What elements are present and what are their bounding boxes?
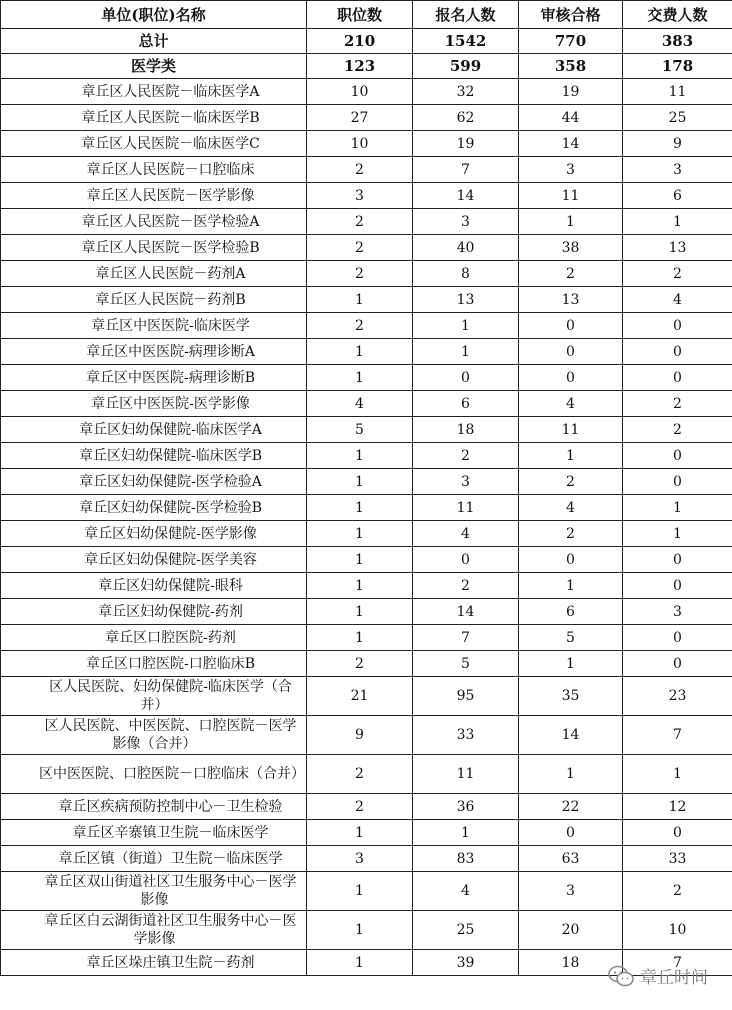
cell-approved: 4: [519, 391, 623, 417]
cell-applicants: 14: [413, 599, 519, 625]
cell-paid: 6: [623, 183, 732, 209]
cell-applicants: 32: [413, 79, 519, 105]
cell-applicants: 6: [413, 391, 519, 417]
cell-paid: 2: [623, 261, 732, 287]
cell-approved: 0: [519, 313, 623, 339]
cell-paid: 0: [623, 365, 732, 391]
cell-name: 章丘区人民医院－医学检验A: [1, 209, 307, 235]
cell-paid: 1: [623, 495, 732, 521]
cell-applicants: 2: [413, 443, 519, 469]
table-row: [1, 573, 732, 599]
cell-name: 章丘区辛寨镇卫生院－临床医学: [1, 820, 307, 846]
cell-name: 章丘区人民医院－临床医学B: [1, 105, 307, 131]
cell-applicants: 39: [413, 950, 519, 976]
cell-approved: 2: [519, 469, 623, 495]
cell-approved: 2: [519, 521, 623, 547]
cell-paid: 3: [623, 599, 732, 625]
medical-category-row: [1, 54, 732, 79]
cell-approved: 4: [519, 495, 623, 521]
cell-applicants: 1: [413, 339, 519, 365]
table-row: [1, 131, 732, 157]
cell-name: 区中医医院、口腔医院－口腔临床（合并）: [1, 755, 307, 794]
cell-applicants: 95: [413, 677, 519, 716]
header-row: [1, 1, 732, 29]
cell-applicants: 19: [413, 131, 519, 157]
summary-positions: 123: [307, 54, 413, 79]
cell-positions: 3: [307, 183, 413, 209]
cell-positions: 2: [307, 157, 413, 183]
cell-paid: 33: [623, 846, 732, 872]
cell-name: 章丘区镇（街道）卫生院－临床医学: [1, 846, 307, 872]
cell-paid: 1: [623, 209, 732, 235]
cell-approved: 0: [519, 547, 623, 573]
cell-positions: 21: [307, 677, 413, 716]
cell-applicants: 25: [413, 911, 519, 950]
cell-paid: 23: [623, 677, 732, 716]
cell-name: 区人民医院、中医医院、口腔医院－医学影像（合并）: [1, 716, 307, 755]
summary-name: 医学类: [1, 54, 307, 79]
watermark: [608, 963, 708, 988]
cell-positions: 1: [307, 495, 413, 521]
cell-positions: 2: [307, 794, 413, 820]
cell-positions: 1: [307, 872, 413, 911]
cell-positions: 2: [307, 235, 413, 261]
cell-applicants: 62: [413, 105, 519, 131]
cell-approved: 44: [519, 105, 623, 131]
cell-positions: 1: [307, 443, 413, 469]
cell-paid: 4: [623, 287, 732, 313]
cell-approved: 1: [519, 755, 623, 794]
cell-positions: 1: [307, 287, 413, 313]
cell-name: 章丘区中医医院-临床医学: [1, 313, 307, 339]
cell-approved: 14: [519, 716, 623, 755]
cell-positions: 10: [307, 131, 413, 157]
cell-name: 章丘区妇幼保健院-医学检验A: [1, 469, 307, 495]
cell-paid: 2: [623, 417, 732, 443]
cell-applicants: 13: [413, 287, 519, 313]
cell-name: 章丘区中医医院-病理诊断B: [1, 365, 307, 391]
cell-paid: 25: [623, 105, 732, 131]
cell-applicants: 3: [413, 209, 519, 235]
cell-paid: 11: [623, 79, 732, 105]
cell-approved: 11: [519, 183, 623, 209]
cell-name: 章丘区疾病预防控制中心－卫生检验: [1, 794, 307, 820]
cell-approved: 1: [519, 443, 623, 469]
cell-approved: 14: [519, 131, 623, 157]
cell-applicants: 1: [413, 820, 519, 846]
cell-positions: 1: [307, 625, 413, 651]
cell-applicants: 7: [413, 625, 519, 651]
cell-paid: 0: [623, 313, 732, 339]
cell-applicants: 40: [413, 235, 519, 261]
table-row: [1, 261, 732, 287]
table-row: [1, 547, 732, 573]
table-row: [1, 495, 732, 521]
cell-paid: 0: [623, 820, 732, 846]
table-row: [1, 209, 732, 235]
cell-paid: 0: [623, 339, 732, 365]
cell-name: 章丘区人民医院－医学检验B: [1, 235, 307, 261]
table-row: [1, 820, 732, 846]
summary-approved: 770: [519, 29, 623, 54]
cell-approved: 20: [519, 911, 623, 950]
cell-approved: 35: [519, 677, 623, 716]
cell-applicants: 4: [413, 872, 519, 911]
table-row: [1, 755, 732, 794]
summary-approved: 358: [519, 54, 623, 79]
table-row: [1, 716, 732, 755]
cell-applicants: 2: [413, 573, 519, 599]
cell-paid: 0: [623, 573, 732, 599]
cell-applicants: 0: [413, 365, 519, 391]
cell-applicants: 14: [413, 183, 519, 209]
cell-applicants: 3: [413, 469, 519, 495]
cell-applicants: 36: [413, 794, 519, 820]
cell-name: 章丘区双山街道社区卫生服务中心－医学影像: [1, 872, 307, 911]
cell-positions: 3: [307, 846, 413, 872]
cell-paid: 10: [623, 911, 732, 950]
table-row: [1, 235, 732, 261]
summary-positions: 210: [307, 29, 413, 54]
cell-approved: 1: [519, 209, 623, 235]
cell-applicants: 1: [413, 313, 519, 339]
cell-applicants: 8: [413, 261, 519, 287]
summary-applicants: 1542: [413, 29, 519, 54]
cell-name: 章丘区妇幼保健院-眼科: [1, 573, 307, 599]
table-row: [1, 183, 732, 209]
table-row: [1, 599, 732, 625]
cell-name: 章丘区中医医院-病理诊断A: [1, 339, 307, 365]
cell-name: 章丘区口腔医院-药剂: [1, 625, 307, 651]
cell-name: 章丘区人民医院－临床医学A: [1, 79, 307, 105]
cell-paid: 2: [623, 391, 732, 417]
cell-paid: 1: [623, 521, 732, 547]
summary-applicants: 599: [413, 54, 519, 79]
cell-name: 章丘区妇幼保健院-医学检验B: [1, 495, 307, 521]
cell-applicants: 11: [413, 755, 519, 794]
header-approved: 审核合格: [519, 1, 623, 29]
cell-approved: 0: [519, 820, 623, 846]
cell-paid: 2: [623, 872, 732, 911]
cell-paid: 13: [623, 235, 732, 261]
header-paid: 交费人数: [623, 1, 732, 29]
cell-paid: 9: [623, 131, 732, 157]
cell-positions: 1: [307, 573, 413, 599]
cell-paid: 0: [623, 625, 732, 651]
cell-approved: 19: [519, 79, 623, 105]
cell-positions: 2: [307, 313, 413, 339]
cell-positions: 5: [307, 417, 413, 443]
cell-name: 章丘区人民医院－医学影像: [1, 183, 307, 209]
cell-approved: 38: [519, 235, 623, 261]
cell-positions: 2: [307, 209, 413, 235]
table-row: [1, 157, 732, 183]
cell-approved: 1: [519, 573, 623, 599]
cell-positions: 10: [307, 79, 413, 105]
cell-name: 章丘区妇幼保健院-药剂: [1, 599, 307, 625]
cell-name: 章丘区中医医院-医学影像: [1, 391, 307, 417]
cell-applicants: 5: [413, 651, 519, 677]
cell-positions: 1: [307, 599, 413, 625]
cell-positions: 1: [307, 820, 413, 846]
cell-applicants: 18: [413, 417, 519, 443]
table-row: [1, 872, 732, 911]
table-row: [1, 846, 732, 872]
table-row: [1, 417, 732, 443]
cell-name: 章丘区人民医院－临床医学C: [1, 131, 307, 157]
cell-approved: 22: [519, 794, 623, 820]
cell-approved: 0: [519, 339, 623, 365]
cell-paid: 12: [623, 794, 732, 820]
table-row: [1, 105, 732, 131]
table-row: [1, 521, 732, 547]
cell-positions: 4: [307, 391, 413, 417]
table-row: [1, 79, 732, 105]
cell-paid: 0: [623, 443, 732, 469]
cell-positions: 27: [307, 105, 413, 131]
cell-name: 章丘区人民医院－口腔临床: [1, 157, 307, 183]
cell-approved: 13: [519, 287, 623, 313]
header-positions: 职位数: [307, 1, 413, 29]
cell-name: 章丘区妇幼保健院-临床医学B: [1, 443, 307, 469]
table-row: [1, 469, 732, 495]
cell-approved: 63: [519, 846, 623, 872]
table-row: [1, 287, 732, 313]
total-row: [1, 29, 732, 54]
table-row: [1, 339, 732, 365]
cell-approved: 0: [519, 365, 623, 391]
cell-positions: 1: [307, 521, 413, 547]
cell-name: 章丘区口腔医院-口腔临床B: [1, 651, 307, 677]
cell-applicants: 83: [413, 846, 519, 872]
cell-approved: 3: [519, 872, 623, 911]
cell-paid: 7: [623, 950, 732, 976]
cell-applicants: 11: [413, 495, 519, 521]
cell-paid: 0: [623, 547, 732, 573]
cell-applicants: 7: [413, 157, 519, 183]
cell-name: 章丘区妇幼保健院-医学美容: [1, 547, 307, 573]
cell-approved: 3: [519, 157, 623, 183]
header-applicants: 报名人数: [413, 1, 519, 29]
cell-name: 章丘区妇幼保健院-临床医学A: [1, 417, 307, 443]
cell-name: 区人民医院、妇幼保健院-临床医学（合并）: [1, 677, 307, 716]
cell-paid: 0: [623, 651, 732, 677]
wechat-icon: [608, 965, 634, 987]
summary-paid: 178: [623, 54, 732, 79]
cell-paid: 3: [623, 157, 732, 183]
cell-name: 章丘区人民医院－药剂A: [1, 261, 307, 287]
cell-applicants: 33: [413, 716, 519, 755]
cell-positions: 9: [307, 716, 413, 755]
cell-positions: 1: [307, 547, 413, 573]
cell-paid: 0: [623, 469, 732, 495]
table-row: [1, 651, 732, 677]
summary-paid: 383: [623, 29, 732, 54]
table-row: [1, 911, 732, 950]
cell-name: 章丘区白云湖街道社区卫生服务中心－医学影像: [1, 911, 307, 950]
cell-applicants: 4: [413, 521, 519, 547]
cell-positions: 2: [307, 651, 413, 677]
table-row: [1, 625, 732, 651]
table-row: [1, 794, 732, 820]
cell-approved: 18: [519, 950, 623, 976]
watermark-text: 章丘时间: [640, 968, 708, 988]
cell-approved: 11: [519, 417, 623, 443]
cell-name: 章丘区垛庄镇卫生院－药剂: [1, 950, 307, 976]
cell-positions: 1: [307, 950, 413, 976]
table-row: [1, 443, 732, 469]
cell-approved: 5: [519, 625, 623, 651]
cell-paid: 7: [623, 716, 732, 755]
cell-positions: 1: [307, 365, 413, 391]
summary-name: 总计: [1, 29, 307, 54]
cell-name: 章丘区妇幼保健院-医学影像: [1, 521, 307, 547]
table-row: [1, 677, 732, 716]
cell-name: 章丘区人民医院－药剂B: [1, 287, 307, 313]
cell-positions: 1: [307, 339, 413, 365]
cell-positions: 2: [307, 755, 413, 794]
table-row: [1, 365, 732, 391]
cell-approved: 1: [519, 651, 623, 677]
table-row: [1, 391, 732, 417]
cell-positions: 1: [307, 469, 413, 495]
cell-approved: 6: [519, 599, 623, 625]
cell-paid: 1: [623, 755, 732, 794]
header-name: 单位(职位)名称: [1, 1, 307, 29]
cell-approved: 2: [519, 261, 623, 287]
cell-applicants: 0: [413, 547, 519, 573]
table-row: [1, 313, 732, 339]
cell-positions: 1: [307, 911, 413, 950]
cell-positions: 2: [307, 261, 413, 287]
